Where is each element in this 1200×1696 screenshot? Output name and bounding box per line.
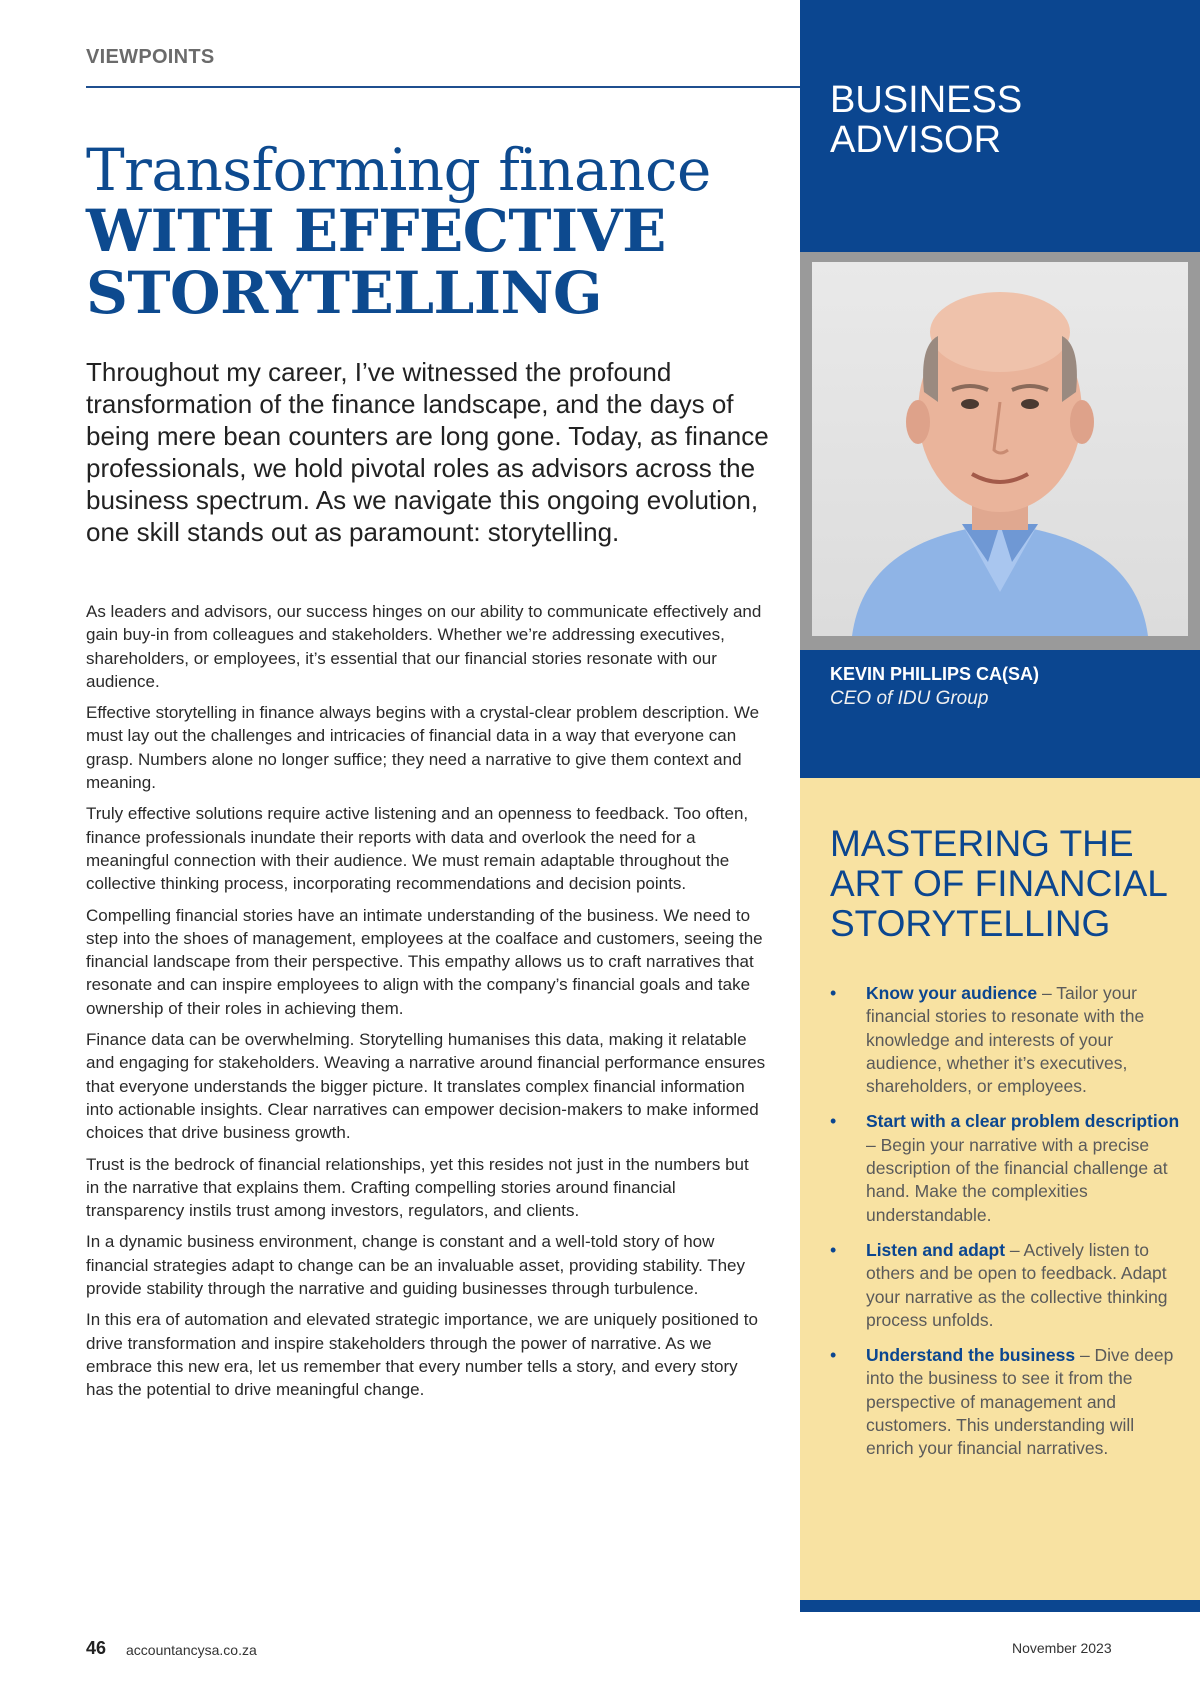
title-line-3: STORYTELLING — [86, 258, 602, 327]
body-paragraph: In this era of automation and elevated strategic importance, we are uniquely positioned to drive transformation and inspire stakeholders through the power of narrative. As we embrace this new era, let us remember that every number tells a story, and every story has the potential to drive meaningful change. — [86, 1310, 758, 1400]
tip-term: Understand the business — [866, 1345, 1076, 1366]
tips-bottom-bar — [800, 1600, 1200, 1612]
tip-item — [830, 1110, 1180, 1226]
tip-term: Listen and adapt — [866, 1239, 1006, 1260]
author-photo — [812, 262, 1188, 636]
body-paragraph: Truly effective solutions require active listening and an openness to feedback. Too often, finance professionals inundate their reports with data and overlook the need for a meaningful connection with their audience. We must remain adaptable throughout the collective thinking process, incorporating recommendations and decision points. — [86, 804, 749, 894]
bullet-icon: • — [830, 1345, 837, 1366]
tip-item — [830, 982, 1180, 1098]
column-heading: BUSINESS ADVISOR — [830, 79, 1023, 161]
article-title — [86, 136, 786, 327]
body-paragraph: Compelling financial stories have an intimate understanding of the business. We need to step into the shoes of management, employees at the coalface and customers, seeing the financial landscape from their perspective. This empathy allows us to craft narratives that resonate and can inspire employees to align with the company’s financial goals and take ownership of their roles in achieving them. — [86, 905, 763, 1018]
body-paragraph: In a dynamic business environment, change is constant and a well-told story of how financial strategies adapt to change can be an invaluable asset, providing stability. They provide stability through the narrative and guiding businesses through turbulence. — [86, 1232, 746, 1299]
tip-text: – Dive deep into the business to see it from the perspective of management and customers. This understanding will enrich your financial narratives. — [866, 1345, 1174, 1459]
tip-term: Know your audience — [866, 983, 1038, 1003]
bullet-icon: • — [830, 1111, 837, 1132]
header-rule — [86, 86, 800, 88]
tips-heading: MASTERING THE ART OF FINANCIAL STORYTELLING — [830, 823, 1167, 944]
article-lead: Throughout my career, I’ve witnessed the profound transformation of the finance landscape, and the days of being mere bean counters are long gone. Today, as finance professionals, we hold pivotal roles as advisors across the business spectrum. As we navigate this ongoing evolution, one skill stands out as paramount: storytelling. — [86, 357, 769, 547]
bullet-icon: • — [830, 983, 837, 1003]
tip-text: – Actively listen to others and be open to feedback. Adapt your narrative as the collective thinking process unfolds. — [866, 1239, 1168, 1330]
title-line-1: Transforming finance — [86, 136, 711, 204]
body-paragraph: As leaders and advisors, our success hinges on our ability to communicate effectively and gain buy-in from colleagues and stakeholders. Whether we’re addressing executives, shareholders, or employees, it’s essential that our financial stories resonate with our audience. — [86, 602, 762, 691]
tip-item — [830, 1239, 1180, 1332]
tips-box — [800, 778, 1200, 1600]
site-link[interactable]: accountancysa.co.za — [126, 1642, 257, 1658]
issue-date: November 2023 — [1012, 1640, 1112, 1656]
author-role: CEO of IDU Group — [830, 688, 989, 709]
tip-text: – Begin your narrative with a precise description of the financial challenge at hand. Make the complexities understandable. — [866, 1134, 1168, 1225]
author-photo-frame — [800, 252, 1200, 650]
article-body — [86, 600, 766, 1410]
tips-list — [830, 982, 1180, 1473]
column-banner — [800, 0, 1200, 252]
tip-text: – Tailor your financial stories to resonate with the knowledge and interests of your audience, whether it’s executives, shareholders, or employees. — [866, 983, 1145, 1097]
page-number: 46 — [86, 1638, 107, 1658]
body-paragraph: Finance data can be overwhelming. Storytelling humanises this data, making it relatable and engaging for stakeholders. Weaving a narrative around financial performance ensures that everyone understands the bigger picture. It translates complex financial information into actionable insights. Clear narratives can empower decision-makers to make informed choices that drive business growth. — [86, 1030, 766, 1143]
author-info — [800, 650, 1200, 778]
section-label: VIEWPOINTS — [86, 46, 215, 68]
tip-term: Start with a clear problem description — [866, 1111, 1180, 1132]
title-line-2: WITH EFFECTIVE — [86, 197, 666, 266]
body-paragraph: Effective storytelling in finance always begins with a crystal-clear problem description. We must lay out the challenges and intricacies of financial data in a way that everyone can grasp. Numbers alone no longer suffice; they need a narrative to give them context and meaning. — [86, 703, 760, 793]
author-name: KEVIN PHILLIPS CA(SA) — [830, 664, 1040, 684]
tip-item — [830, 1344, 1180, 1460]
author-portrait-illustration — [812, 262, 1188, 636]
body-paragraph: Trust is the bedrock of financial relationships, yet this resides not just in the numbers but in the narrative that explains them. Crafting compelling stories around financial transparency instils trust among investors, regulators, and clients. — [86, 1154, 749, 1221]
bullet-icon: • — [830, 1239, 837, 1260]
